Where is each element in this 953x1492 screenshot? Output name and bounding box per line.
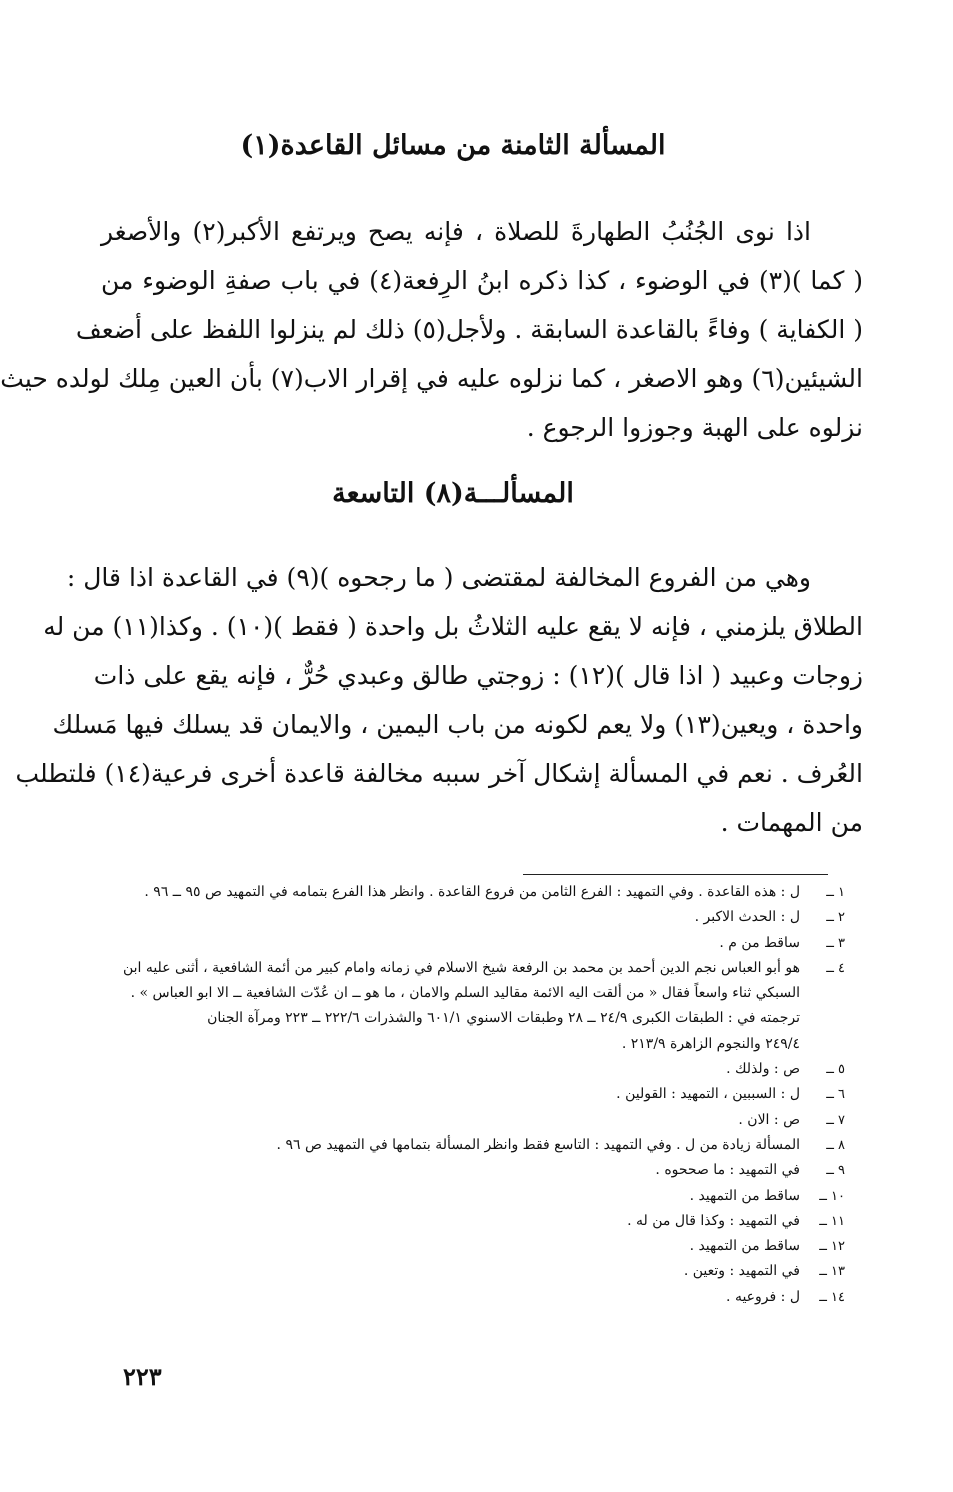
footnote-text: المسألة زيادة من ل . وفي التمهيد : التاسع فقط وانظر المسألة بتمامها في التمهيد ص ٩٦ .	[276, 1136, 800, 1153]
footnote-text: في التمهيد : ما صححوه .	[655, 1162, 800, 1179]
footnote-item	[73, 1158, 845, 1183]
paragraph-line: الطلاق يلزمني ، فإنه لا يقع عليه الثلاثُ بل واحدة ( فقط )(١٠) . وكذا(١١) من له	[43, 612, 863, 641]
footnote-number: ١٢ ــ	[819, 1239, 845, 1255]
paragraph-line: وهي من الفروع المخالفة لمقتضى ( ما رجحوه )(٩) في القاعدة اذا قال :	[66, 563, 811, 592]
paragraph-eighth-issue	[0, 207, 863, 452]
footnote-item	[73, 1184, 845, 1209]
footnote-item	[73, 1234, 845, 1259]
paragraph-ninth-issue	[15, 553, 863, 847]
footnote-item	[73, 1133, 845, 1158]
paragraph-line: ( كما )(٣) في الوضوء ، كذا ذكره ابنُ الرِفعة(٤) في باب صفةِ الوضوء من	[101, 266, 863, 295]
page-number: ٢٢٣	[123, 1362, 162, 1391]
footnote-line: السبكي ثناء واسعاً فقال « من ألقت اليه الائمة مقاليد السلم والامان ، ما هو ــ ان عُدّت الشافعية ــ الا ابو العباس » .	[130, 985, 800, 1002]
footnote-text: ل : هذه القاعدة . وفي التمهيد : الفرع الثامن من فروع القاعدة . وانظر هذا الفرع بتمامه في التمهيد ص ٩٥ ــ ٩٦ .	[144, 884, 800, 900]
footnote-text: ساقط من التمهيد .	[689, 1187, 800, 1204]
footnote-number: ٦ ــ	[826, 1087, 845, 1103]
footnote-item	[73, 1209, 845, 1234]
footnote-item	[73, 880, 845, 905]
footnote-number: ١١ ــ	[819, 1213, 845, 1229]
footnote-number: ٨ ــ	[826, 1137, 845, 1153]
footnote-text: ساقط من التمهيد .	[689, 1238, 800, 1255]
footnote-item	[73, 1285, 845, 1310]
footnote-number: ١٠ ــ	[819, 1188, 845, 1204]
paragraph-line: اذا نوى الجُنُبُ الطهارةَ للصلاة ، فإنه يصح ويرتفع الأكبر(٢) والأصغر	[101, 217, 811, 246]
footnote-line: ٢٤٩/٤ والنجوم الزاهرة ٢١٣/٩ .	[621, 1035, 800, 1052]
footnote-number: ١٣ ــ	[819, 1264, 845, 1280]
footnote-text: ص : ولذلك .	[726, 1061, 800, 1078]
footnote-text: في التمهيد : وتعين .	[683, 1263, 800, 1280]
footnote-item	[73, 905, 845, 930]
paragraph-line: ( الكفاية ) وفاءً بالقاعدة السابقة . ولأجل(٥) ذلك لم ينزلوا اللفظ على أضعف	[75, 315, 863, 344]
footnote-text: ل : فروعيه .	[726, 1288, 800, 1305]
footnote-number: ٥ ــ	[826, 1062, 845, 1078]
footnote-text: ساقط من م .	[719, 934, 800, 951]
paragraph-line: زوجات وعبيد ( اذا قال )(١٢) : زوجتي طالق وعبدي حُرٌّ ، فإنه يقع على ذات	[93, 661, 863, 690]
footnote-item	[73, 1108, 845, 1133]
footnote-number: ١ ــ	[826, 885, 845, 900]
footnote-item	[73, 931, 845, 956]
footnote-line: ترجمته في : الطبقات الكبرى ٢٤/٩ ــ ٢٨ وطبقات الاسنوي ٦٠١/١ والشذرات ٢٢٢/٦ ــ ٢٢٣ ومرآة الجنان	[207, 1010, 800, 1027]
section-heading-eighth: المسألة الثامنة من مسائل القاعدة(١)	[240, 130, 666, 161]
footnote-item	[73, 956, 845, 1057]
footnote-number: ٩ ــ	[826, 1163, 845, 1179]
footnote-number: ٤ ــ	[826, 960, 845, 976]
footnote-divider	[523, 874, 828, 875]
paragraph-line: من المهمات .	[720, 808, 863, 837]
footnote-text: ل : الحدث الاكبر .	[694, 909, 800, 926]
footnote-line: هو أبو العباس نجم الدين أحمد بن محمد بن الرفعة شيخ الاسلام في زمانه وامام كبير من أئمة الشافعية ، أثنى عليه ابن	[122, 959, 800, 976]
section-heading-ninth: المسألـــة(٨) التاسعة	[332, 478, 574, 509]
paragraph-line: واحدة ، ويعين(١٣) ولا يعم لكونه من باب اليمين ، والايمان قد يسلك فيها مَسلك	[52, 710, 863, 739]
footnote-number: ٢ ــ	[826, 910, 845, 926]
paragraph-line: نزلوه على الهبة وجوزوا الرجوع .	[526, 413, 863, 442]
footnote-text: في التمهيد : وكذا قال من له .	[627, 1212, 800, 1229]
paragraph-line: الشيئين(٦) وهو الاصغر ، كما نزلوه عليه في إقرار الاب(٧) بأن العين مِلك لولده حيث	[0, 364, 863, 393]
paragraph-line: العُرف . نعم في المسألة إشكال آخر سببه مخالفة قاعدة أخرى فرعية(١٤) فلتطلب	[15, 759, 863, 788]
footnote-number: ٧ ــ	[826, 1112, 845, 1128]
footnote-text: ص : الان .	[738, 1111, 800, 1128]
footnote-item	[73, 1057, 845, 1082]
footnote-item	[73, 1082, 845, 1107]
footnote-number: ١٤ ــ	[819, 1289, 845, 1305]
footnotes	[73, 880, 845, 1310]
footnote-text: ل : السببين ، التمهيد : القولين .	[616, 1086, 800, 1103]
footnote-number: ٣ ــ	[826, 935, 845, 951]
footnote-text	[73, 956, 800, 1057]
footnote-item	[73, 1259, 845, 1284]
